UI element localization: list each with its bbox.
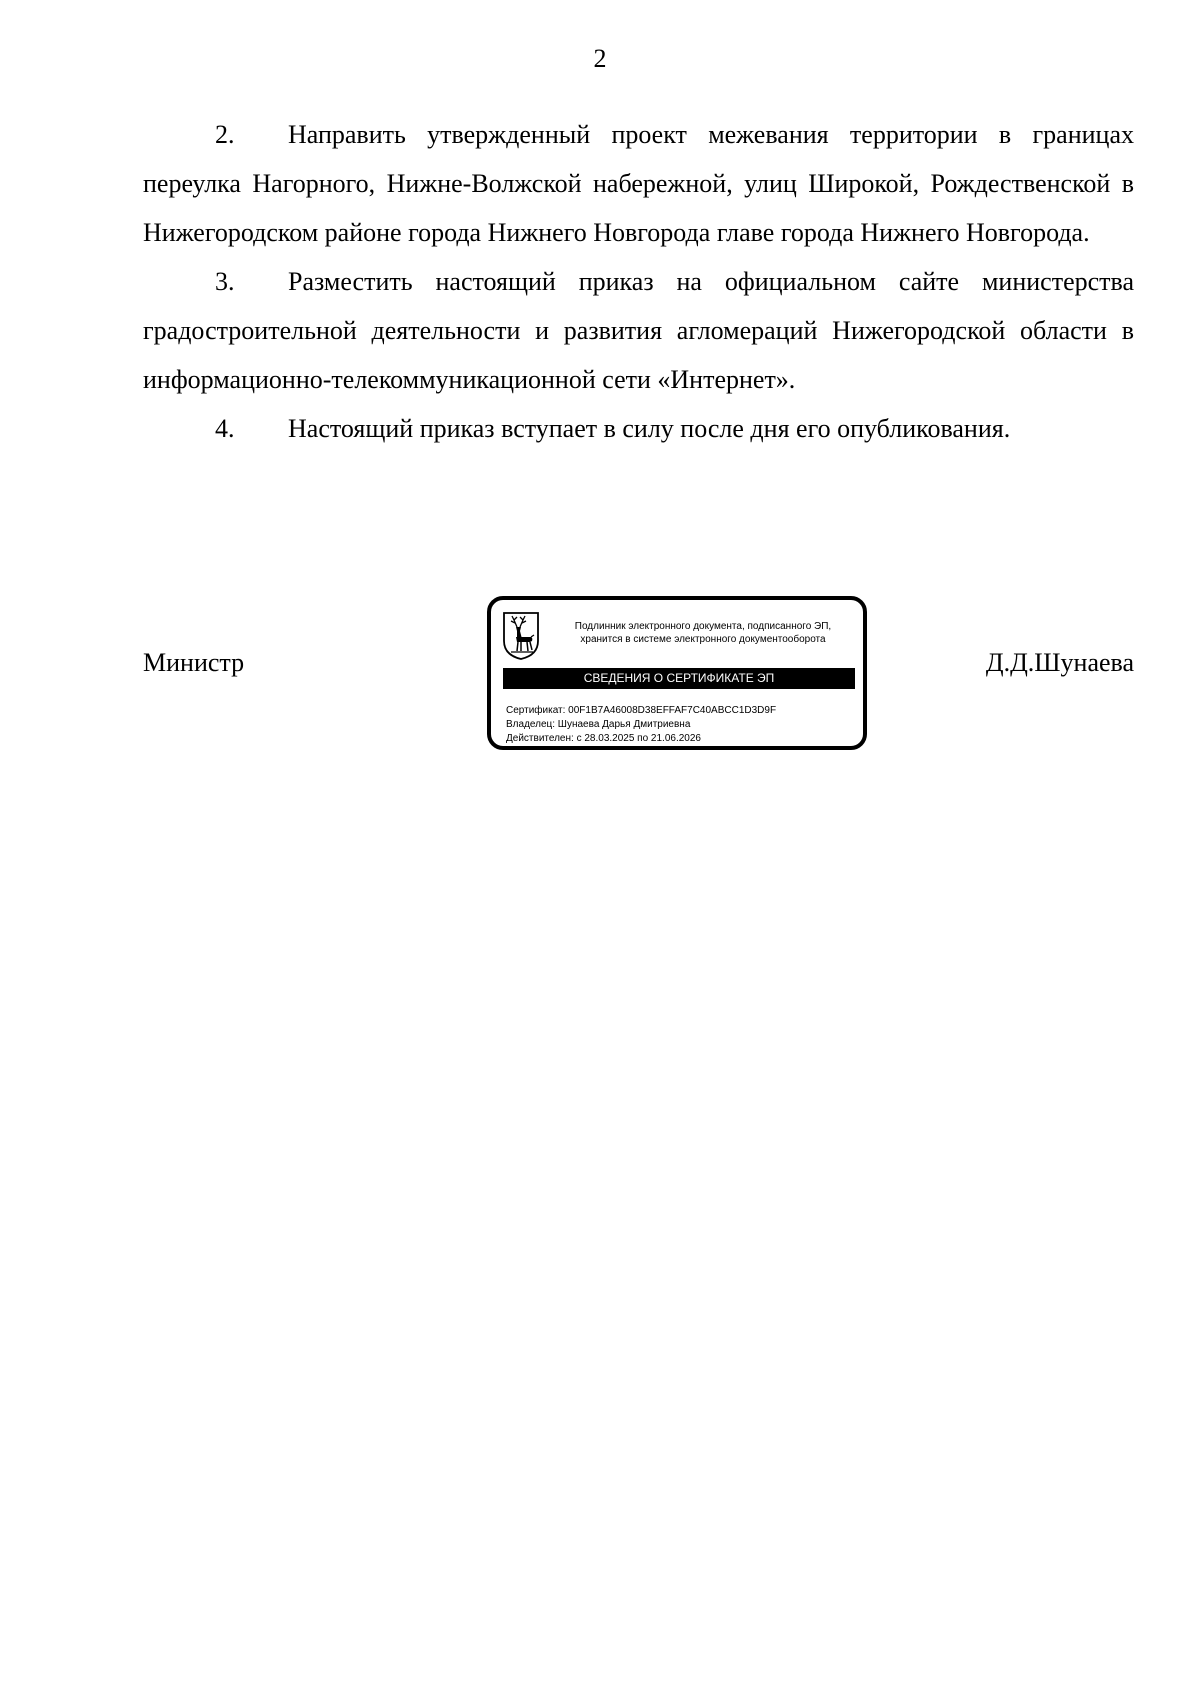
order-item-3	[143, 257, 1134, 404]
certificate-info-title: СВЕДЕНИЯ О СЕРТИФИКАТЕ ЭП	[503, 668, 855, 689]
page-number: 2	[593, 44, 607, 73]
certificate-number: Сертификат: 00F1B7A46008D38EFFAF7C40ABCC1D3D9F	[506, 705, 777, 716]
signatory-role: Министр	[143, 648, 245, 677]
order-item-4	[143, 404, 1134, 453]
signature-block	[143, 596, 1134, 796]
certificate-details	[506, 704, 776, 746]
stamp-header-line: хранится в системе электронного документооборота	[580, 634, 826, 645]
electronic-signature-stamp	[487, 596, 867, 750]
stamp-header	[553, 620, 853, 646]
stamp-header-line: Подлинник электронного документа, подписанного ЭП,	[574, 621, 832, 632]
item-text: Направить утвержденный проект межевания территории в границах переулка Нагорного, Нижне-Волжской набережной, улиц Широкой, Рождественской в Нижегородском районе города Нижнего Новгорода главе города Нижнего Новгорода.	[143, 120, 1134, 247]
item-text: Настоящий приказ вступает в силу после дня его опубликования.	[288, 414, 1011, 443]
item-text: Разместить настоящий приказ на официальном сайте министерства градостроительной деятельности и развития агломераций Нижегородской области в информационно-телекоммуникационной сети «Интернет».	[143, 267, 1134, 394]
certificate-validity: Действителен: с 28.03.2025 по 21.06.2026	[506, 733, 701, 744]
item-number: 3.	[215, 267, 235, 296]
item-number: 4.	[215, 414, 235, 443]
certificate-owner: Владелец: Шунаева Дарья Дмитриевна	[506, 719, 691, 730]
item-number: 2.	[215, 120, 235, 149]
deer-coat-of-arms-icon	[502, 611, 540, 661]
order-body	[143, 110, 1134, 453]
order-item-2	[143, 110, 1134, 257]
signatory-name: Д.Д.Шунаева	[985, 648, 1134, 677]
